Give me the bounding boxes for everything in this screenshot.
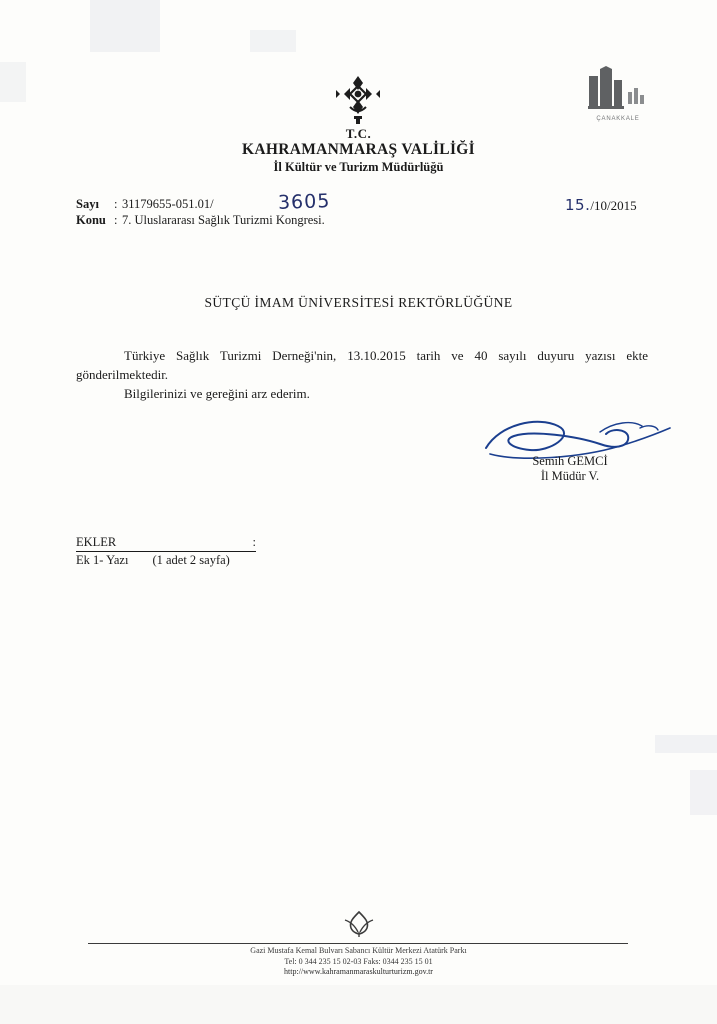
- subject-value: 7. Uluslararası Sağlık Turizmi Kongresi.: [122, 213, 325, 227]
- republic-line: T.C.: [345, 126, 372, 141]
- footer-phone: Tel: 0 344 235 15 02-03 Faks: 0344 235 15 01: [284, 956, 433, 966]
- meta-row-number: Sayı : 31179655-051.01/: [76, 197, 214, 211]
- footer-divider: [88, 943, 628, 944]
- attachment-detail: (1 adet 2 sayfa): [152, 553, 230, 567]
- attachments-block: [76, 534, 256, 569]
- organization-name: KAHRAMANMARAŞ VALİLİĞİ: [242, 141, 475, 158]
- scan-artifact: [90, 0, 160, 52]
- scan-artifact: [0, 985, 717, 1024]
- signer-title: İl Müdür V.: [540, 469, 600, 483]
- attachments-heading-colon: :: [252, 535, 256, 549]
- handwritten-document-number: 3605: [277, 190, 331, 214]
- footer-contact: [0, 946, 717, 978]
- subject-label: Konu: [76, 213, 106, 227]
- attachments-heading: EKLER: [76, 535, 117, 549]
- attachments-heading-row: [76, 534, 256, 552]
- scan-artifact: [250, 30, 296, 52]
- body-paragraph-1: Türkiye Sağlık Turizmi Derneği'nin, 13.10.2015 tarih ve 40 sayılı duyuru yazısı ekte gönderilmektedir.: [76, 348, 648, 382]
- scan-artifact: [690, 770, 717, 815]
- scan-artifact: [0, 62, 26, 102]
- footer-website[interactable]: http://www.kahramanmaraskulturturizm.gov.tr: [284, 967, 433, 976]
- footer-address: Gazi Mustafa Kemal Bulvarı Sabancı Kültür Merkezi Atatürk Parkı: [250, 946, 467, 955]
- document-date: [565, 196, 637, 214]
- meta-row-subject: Konu : 7. Uluslararası Sağlık Turizmi Kongresi.: [76, 213, 325, 227]
- attachment-label: Ek 1- Yazı: [76, 553, 129, 567]
- leaf-tulip-icon: [0, 908, 717, 943]
- canakkale-label: ÇANAKKALE: [596, 116, 640, 122]
- tc-ottoman-emblem-icon: [330, 74, 386, 126]
- scan-artifact: [655, 735, 717, 753]
- body-paragraph-2: Bilgilerinizi ve gereğini arz ederim.: [124, 386, 310, 401]
- signer-name: Semih GEMCİ: [532, 454, 608, 468]
- number-value: 31179655-051.01/: [122, 197, 214, 211]
- date-printed: /10/2015: [590, 198, 637, 213]
- number-label: Sayı: [76, 197, 99, 211]
- organization-unit: İl Kültür ve Turizm Müdürlüğü: [273, 160, 444, 174]
- document-body: [76, 346, 648, 403]
- attachment-item: [76, 552, 256, 569]
- canakkale-tower-logo-icon: [570, 66, 666, 122]
- addressee-line: SÜTÇÜ İMAM ÜNİVERSİTESİ REKTÖRLÜĞÜNE: [204, 295, 513, 310]
- date-handwritten-day: 15.: [565, 196, 591, 214]
